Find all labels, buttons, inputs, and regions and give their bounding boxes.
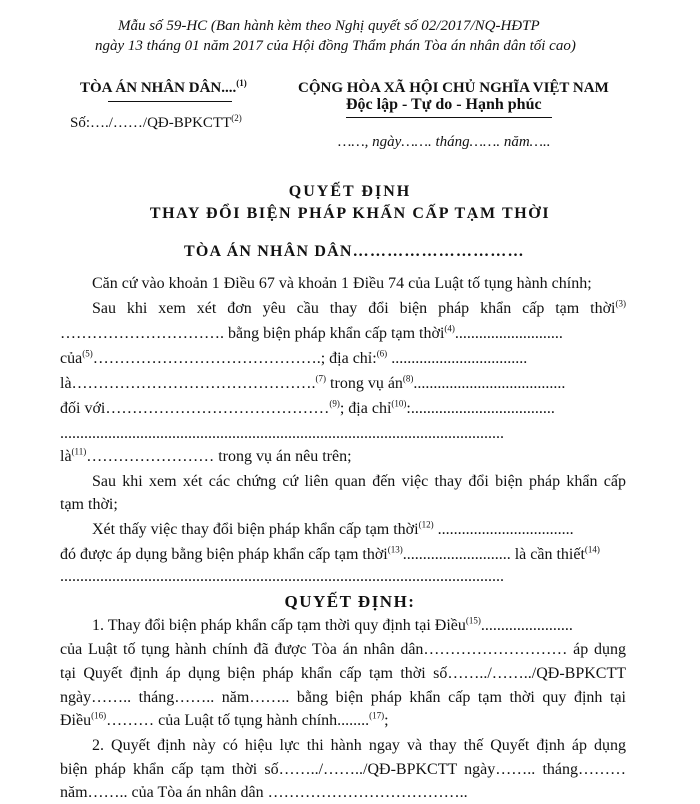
- country-name: CỘNG HÒA XÃ HỘI CHỦ NGHĨA VIỆT NAM: [298, 80, 609, 96]
- body-line-5: [60, 375, 565, 393]
- body-line-3: [60, 325, 563, 343]
- decision-line-5-b: ……… của Luật tố tụng hành chính........: [106, 712, 370, 729]
- court-name-text: TÒA ÁN NHÂN DÂN....: [80, 80, 237, 96]
- decision-line-6: 2. Quyết định này có hiệu lực thi hành ngay và thay thế Quyết định áp dụng: [92, 737, 626, 754]
- body-line-9: Sau khi xem xét các chứng cứ liên quan đến việc thay đổi biện pháp khẩn cấp: [92, 473, 626, 490]
- body-line-5-b: trong vụ án: [326, 375, 403, 392]
- issuing-court-line: TÒA ÁN NHÂN DÂN…………………………: [184, 243, 525, 260]
- decision-line-5: [60, 712, 389, 730]
- footnote-ref-9: (9): [329, 398, 340, 409]
- court-name-header: [80, 80, 247, 97]
- footnote-ref-2: (2): [231, 113, 242, 123]
- decision-line-8: năm…….. của Tòa án nhân dân ………………………………..: [60, 784, 468, 801]
- footnote-ref-15: (15): [465, 615, 481, 626]
- body-line-6-b: ; địa chỉ: [339, 400, 392, 417]
- decision-line-5-c: ;: [384, 712, 389, 729]
- body-line-4-a: của: [60, 350, 83, 367]
- footnote-ref-6: (6): [376, 348, 388, 359]
- decision-line-1-b: .......................: [480, 617, 573, 634]
- decision-line-1: [92, 617, 573, 635]
- body-line-2: [92, 300, 626, 318]
- body-line-8: [60, 448, 352, 466]
- footnote-ref-7: (7): [315, 373, 327, 384]
- request-review-text: Sau khi xem xét đơn yêu cầu thay đổi biện pháp khẩn cấp tạm thời: [92, 300, 616, 317]
- footnote-ref-3: (3): [615, 298, 626, 309]
- footnote-ref-17: (17): [369, 710, 385, 721]
- body-line-12-a: đó được áp dụng bằng biện pháp khẩn cấp tạm thời: [60, 546, 388, 563]
- body-line-5-a: là……………………………………….: [60, 375, 316, 392]
- form-note-line-2: ngày 13 tháng 01 năm 2017 của Hội đồng Thẩm phán Tòa án nhân dân tối cao): [95, 38, 576, 54]
- decision-title: QUYẾT ĐỊNH: [288, 183, 412, 200]
- footnote-ref-11: (11): [71, 446, 87, 457]
- footnote-ref-10: (10): [391, 398, 407, 409]
- body-line-3-a: …………………………. bằng biện pháp khẩn cấp tạm thời: [60, 325, 445, 342]
- court-name-underline: [108, 101, 232, 102]
- body-line-11-a: Xét thấy việc thay đổi biện pháp khẩn cấp tạm thời: [92, 521, 419, 538]
- body-line-8-b: …………………… trong vụ án nêu trên;: [86, 448, 352, 465]
- decision-line-1-a: 1. Thay đổi biện pháp khẩn cấp tạm thời quy định tại Điều: [92, 617, 466, 634]
- body-line-7-dots: ...............................................................................................................: [60, 425, 504, 442]
- body-line-6-c: :....................................: [406, 400, 555, 417]
- decision-line-2: của Luật tố tụng hành chính đã được Tòa án nhân dân……………………… áp dụng: [60, 641, 626, 658]
- body-line-6-a: đối với……………………………………: [60, 400, 330, 417]
- body-line-10: tạm thời;: [60, 496, 118, 513]
- decision-line-4: ngày…….. tháng…….. năm…….. bằng biện pháp khẩn cấp tạm thời quy định tại: [60, 689, 626, 706]
- footnote-ref-1: (1): [236, 78, 247, 88]
- place-date-line: ……, ngày……. tháng……. năm…..: [338, 134, 551, 150]
- footnote-ref-16: (16): [91, 710, 107, 721]
- body-line-3-b: ...........................: [454, 325, 563, 342]
- body-line-12-b: ........................... là cần thiết: [402, 546, 585, 563]
- body-line-6: [60, 400, 555, 418]
- body-line-4: [60, 350, 527, 368]
- footnote-ref-8: (8): [402, 373, 414, 384]
- national-motto: Độc lập - Tự do - Hạnh phúc: [346, 96, 542, 113]
- decision-subtitle: THAY ĐỔI BIỆN PHÁP KHẨN CẤP TẠM THỜI: [149, 205, 551, 222]
- body-line-8-a: là: [60, 448, 72, 465]
- body-line-4-c: ..................................: [387, 350, 528, 367]
- legal-basis-line: Căn cứ vào khoản 1 Điều 67 và khoản 1 Điều 74 của Luật tố tụng hành chính;: [92, 275, 592, 292]
- body-line-11: [92, 521, 574, 539]
- decision-line-5-a: Điều: [60, 712, 92, 729]
- footnote-ref-13: (13): [387, 544, 403, 555]
- decision-number-text: Số:…./……/QĐ-BPKCTT: [70, 115, 232, 131]
- form-note-line-1: Mẫu số 59-HC (Ban hành kèm theo Nghị quyết số 02/2017/NQ-HĐTP: [118, 18, 540, 34]
- footnote-ref-4: (4): [444, 323, 455, 334]
- body-line-13-dots: ...............................................................................................................: [60, 568, 504, 585]
- body-line-12: [60, 546, 600, 564]
- footnote-ref-5: (5): [82, 348, 93, 359]
- decision-line-7: biện pháp khẩn cấp tạm thời số……../……../QĐ-BPKCTT ngày…….. tháng………: [60, 761, 626, 778]
- footnote-ref-12: (12): [418, 519, 434, 530]
- footnote-ref-14: (14): [584, 544, 600, 555]
- decision-heading: QUYẾT ĐỊNH:: [284, 592, 416, 611]
- body-line-4-b: …………………………………….; địa chỉ:: [92, 350, 377, 367]
- body-line-5-c: ......................................: [413, 375, 566, 392]
- decision-line-3: tại Quyết định áp dụng biện pháp khẩn cấp tạm thời số……../……../QĐ-BPKCTT: [60, 665, 626, 682]
- motto-underline: [346, 117, 552, 118]
- body-line-11-b: ..................................: [433, 521, 574, 538]
- decision-number: [70, 115, 242, 132]
